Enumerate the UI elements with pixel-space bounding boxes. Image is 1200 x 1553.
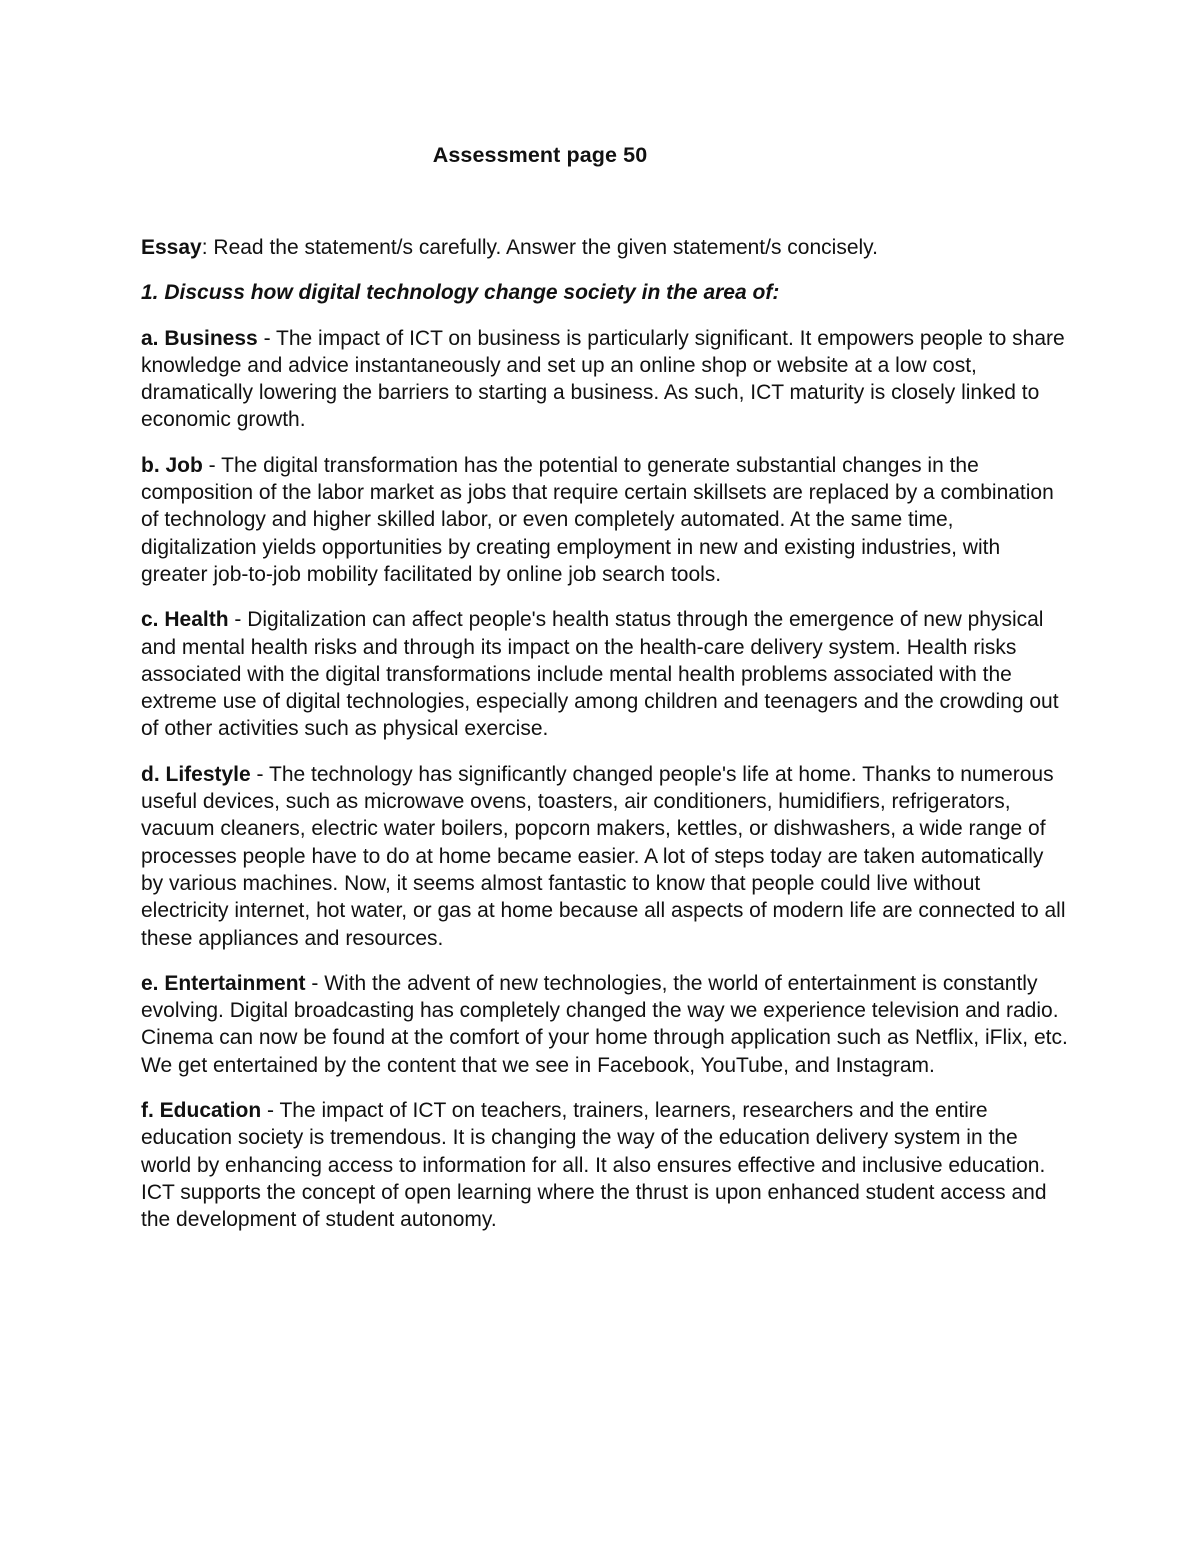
answer-entertainment bbox=[141, 970, 1071, 1079]
answer-health bbox=[141, 606, 1071, 742]
answer-label: b. Job bbox=[141, 453, 203, 477]
question-heading: 1. Discuss how digital technology change society in the area of: bbox=[141, 281, 780, 305]
page-title: Assessment page 50 bbox=[432, 143, 648, 167]
answer-education bbox=[141, 1097, 1071, 1233]
instructions bbox=[141, 234, 1071, 261]
answer-label: d. Lifestyle bbox=[141, 762, 251, 786]
answer-text: - The digital transformation has the potential to generate substantial changes in the composition of the labor market as jobs that require certain skillsets are replaced by a combination of technology and higher skilled labor, or even completely automated. At the same time, digitalization yields opportunities by creating employment in new and existing industries, with greater job-to-job mobility facilitated by online job search tools. bbox=[141, 453, 1054, 586]
instructions-text: : Read the statement/s carefully. Answer the given statement/s concisely. bbox=[201, 236, 878, 259]
answer-label: f. Education bbox=[141, 1099, 262, 1123]
answer-label: a. Business bbox=[141, 326, 258, 350]
essay-content bbox=[141, 234, 1071, 1252]
answer-label: e. Entertainment bbox=[141, 971, 306, 995]
instructions-label: Essay bbox=[141, 236, 202, 259]
answer-text: - The impact of ICT on teachers, trainers, learners, researchers and the entire education society is tremendous. It is changing the way of the education delivery system in the world by enhancing access to information for all. It also ensures effective and inclusive education. ICT supports the concept of open learning where the thrust is upon enhanced student access and the development of student autonomy. bbox=[141, 1099, 1047, 1232]
answer-text: - With the advent of new technologies, the world of entertainment is constantly evolving. Digital broadcasting has completely changed the way we experience television and radio. Cinema can now be found at the comfort of your home through application such as Netflix, iFlix, etc. We get entertained by the content that we see in Facebook, YouTube, and Instagram. bbox=[141, 971, 1068, 1077]
answer-lifestyle bbox=[141, 761, 1071, 952]
answer-job bbox=[141, 452, 1071, 588]
answer-text: - The impact of ICT on business is particularly significant. It empowers people to share knowledge and advice instantaneously and set up an online shop or website at a low cost, dramatically lowering the barriers to starting a business. As such, ICT maturity is closely linked to economic growth. bbox=[141, 326, 1065, 432]
answer-text: - Digitalization can affect people's health status through the emergence of new physical and mental health risks and through its impact on the health-care delivery system. Health risks associated with the digital transformations include mental health problems associated with the extreme use of digital technologies, especially among children and teenagers and the crowding out of other activities such as physical exercise. bbox=[141, 608, 1059, 741]
answer-business bbox=[141, 325, 1071, 434]
answer-label: c. Health bbox=[141, 608, 229, 632]
answer-text: - The technology has significantly changed people's life at home. Thanks to numerous useful devices, such as microwave ovens, toasters, air conditioners, humidifiers, refrigerators, vacuum cleaners, electric water boilers, popcorn makers, kettles, or dishwashers, a wide range of processes people have to do at home became easier. A lot of steps today are taken automatically by various machines. Now, it seems almost fantastic to know that people could live without electricity internet, hot water, or gas at home because all aspects of modern life are connected to all these appliances and resources. bbox=[141, 762, 1066, 950]
